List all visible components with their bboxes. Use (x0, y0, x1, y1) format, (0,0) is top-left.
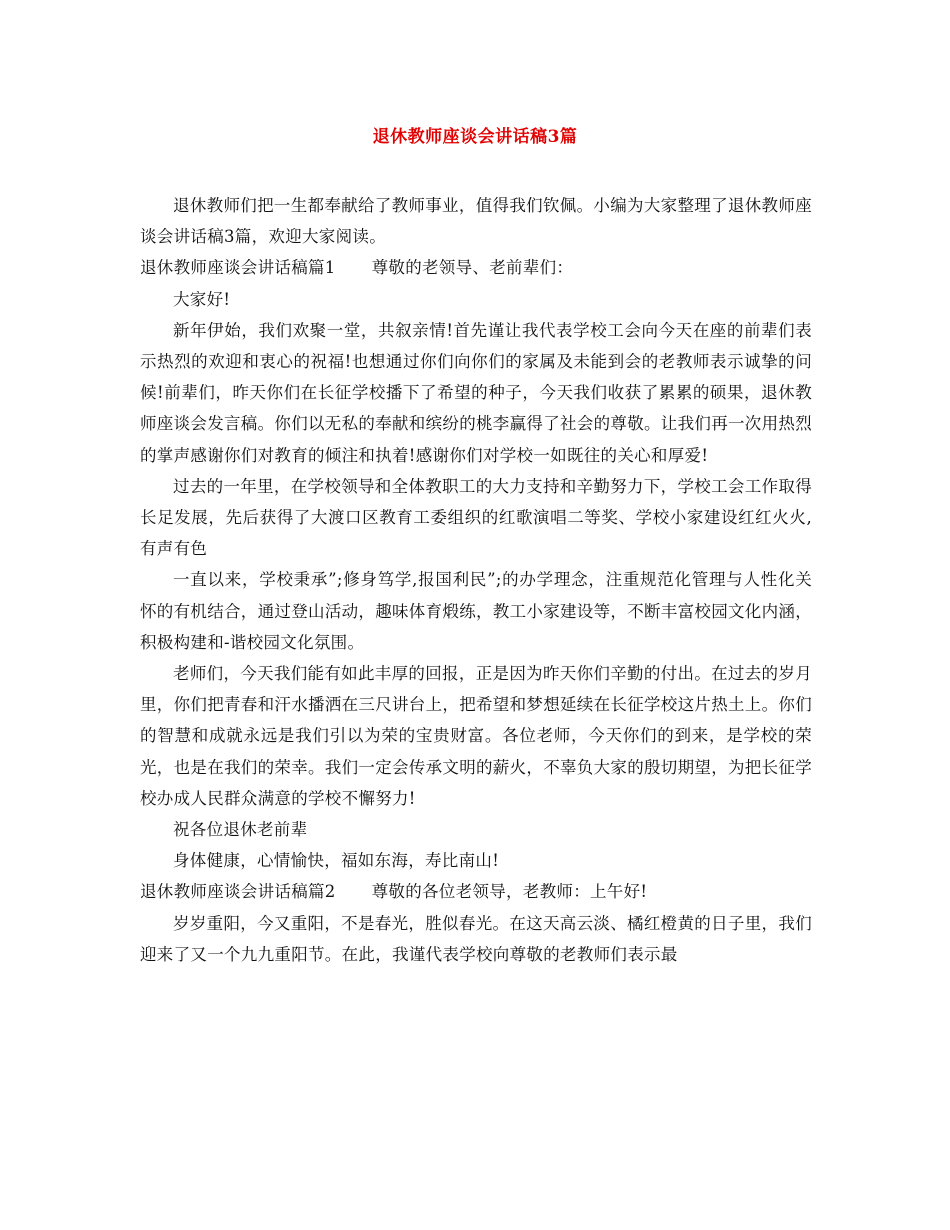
section-heading-2-label: 退休教师座谈会讲话稿篇2 (140, 882, 336, 902)
section-heading-2 (140, 876, 812, 907)
paragraph-teachers: 老师们，今天我们能有如此丰厚的回报，正是因为昨天你们辛勤的付出。在过去的岁月里，你们把青春和汗水播洒在三尺讲台上，把希望和梦想延续在长征学校这片热土上。你们的智慧和成就永远是我们引以为荣的宝贵财富。各位老师，今天你们的到来，是学校的荣光，也是在我们的荣幸。我们一定会传承文明的薪火，不辜负大家的殷切期望，为把长征学校办成人民群众满意的学校不懈努力! (140, 664, 812, 808)
paragraph-philosophy: 一直以来，学校秉承”;修身笃学,报国利民”;的办学理念，注重规范化管理与人性化关怀的有机结合，通过登山活动，趣味体育煅练，教工小家建设等，不断丰富校园文化内涵，积极构建和-谐校园文化氛围。 (140, 570, 812, 652)
paragraph-wish: 祝各位退休老前辈 (173, 820, 308, 840)
paragraph-double-ninth: 岁岁重阳，今又重阳，不是春光，胜似春光。在这天高云淡、橘红橙黄的日子里，我们迎来了又一个九九重阳节。在此，我谨代表学校向尊敬的老教师们表示最 (140, 913, 812, 964)
paragraph-greeting: 大家好! (173, 289, 231, 309)
paragraph-intro: 退休教师们把一生都奉献给了教师事业，值得我们钦佩。小编为大家整理了退休教师座谈会讲话稿3篇，欢迎大家阅读。 (140, 196, 812, 247)
document-body (140, 190, 812, 970)
section-heading-1 (140, 252, 812, 283)
document-title: 退休教师座谈会讲话稿3篇 (372, 127, 578, 147)
paragraph-blessing: 身体健康，心情愉快，福如东海，寿比南山! (173, 851, 500, 871)
paragraph-new-year: 新年伊始，我们欢聚一堂，共叙亲情!首先谨让我代表学校工会向今天在座的前辈们表示热烈的欢迎和衷心的祝福!也想通过你们向你们的家属及未能到会的老教师表示诚挚的问候!前辈们，昨天你们在长征学校播下了希望的种子，今天我们收获了累累的硕果，退休教师座谈会发言稿。你们以无私的奉献和缤纷的桃李赢得了社会的尊敬。让我们再一次用热烈的掌声感谢你们对教育的倾注和执着!感谢你们对学校一如既往的关心和厚爱! (140, 320, 812, 465)
section-heading-1-label: 退休教师座谈会讲话稿篇1 (140, 258, 336, 278)
section-heading-1-text: 尊敬的老领导、老前辈们： (371, 258, 574, 278)
paragraph-past-year: 过去的一年里，在学校领导和全体教职工的大力支持和辛勤努力下，学校工会工作取得长足发展，先后获得了大渡口区教育工委组织的红歌演唱二等奖、学校小家建设红红火火,有声有色 (140, 476, 812, 559)
section-heading-2-text: 尊敬的各位老领导，老教师：上午好! (371, 882, 648, 902)
